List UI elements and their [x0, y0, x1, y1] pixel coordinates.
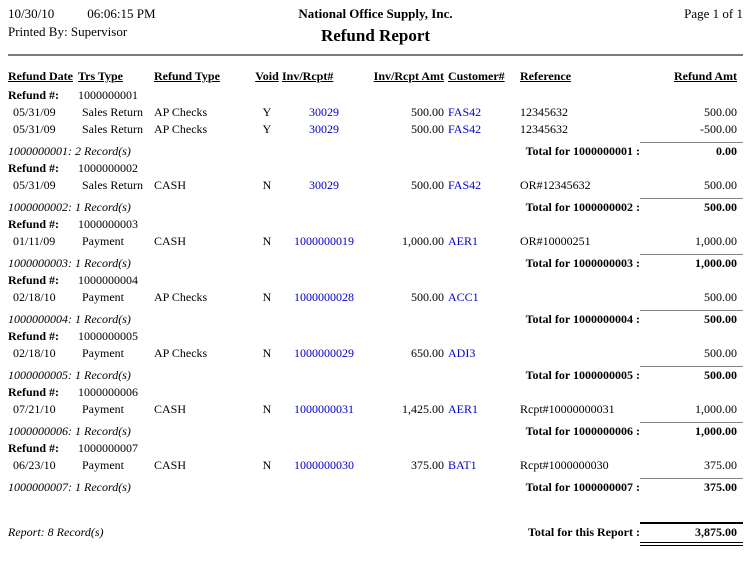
col-refund-type	[154, 68, 252, 85]
customer-link[interactable]: AER1	[448, 402, 478, 416]
print-time: 06:06:15 PM	[87, 6, 156, 21]
refund-amt-cell: 500.00	[704, 105, 737, 119]
refund-date-cell: 05/31/09	[13, 105, 56, 119]
group-total-amount: 1,000.00	[640, 422, 743, 440]
trs-type-cell: Sales Return	[82, 178, 143, 192]
header-left	[8, 6, 188, 46]
inv-rcpt-link[interactable]: 30029	[309, 105, 339, 119]
reference-cell: 12345632	[520, 122, 568, 136]
refund-number-value: 1000000006	[78, 385, 138, 399]
col-inv-rcpt	[282, 68, 366, 85]
table-row	[8, 345, 743, 362]
inv-rcpt-link[interactable]: 1000000030	[294, 458, 354, 472]
refund-amt-cell: 500.00	[704, 346, 737, 360]
refund-number-value: 1000000003	[78, 217, 138, 231]
group-total-amount: 500.00	[640, 366, 743, 384]
col-refund-amt	[640, 68, 743, 85]
col-customer-label: Customer#	[448, 69, 505, 83]
group-total-label: Total for 1000000003 :	[525, 256, 640, 270]
report-body	[8, 87, 743, 496]
refund-number-row	[8, 216, 743, 233]
company-name: National Office Supply, Inc.	[298, 6, 453, 21]
refund-type-cell: AP Checks	[154, 346, 208, 360]
inv-rcpt-link[interactable]: 1000000028	[294, 290, 354, 304]
refund-number-value: 1000000005	[78, 329, 138, 343]
group-total-row	[8, 254, 743, 272]
refund-amt-cell: 500.00	[704, 178, 737, 192]
inv-rcpt-amt-cell: 650.00	[411, 346, 444, 360]
trs-type-cell: Sales Return	[82, 105, 143, 119]
refund-amt-cell: 500.00	[704, 290, 737, 304]
customer-link[interactable]: FAS42	[448, 105, 482, 119]
group-record-count: 1000000007: 1 Record(s)	[8, 480, 131, 494]
refund-number-label: Refund #:	[8, 273, 60, 287]
refund-number-row	[8, 87, 743, 104]
inv-rcpt-amt-cell: 500.00	[411, 290, 444, 304]
col-reference-label: Reference	[520, 69, 572, 83]
page-indicator: Page 1 of 1	[684, 6, 743, 21]
inv-rcpt-link[interactable]: 1000000031	[294, 402, 354, 416]
col-reference	[516, 68, 640, 85]
refund-amt-cell: 375.00	[704, 458, 737, 472]
col-trs-type-label: Trs Type	[78, 69, 124, 83]
customer-link[interactable]: FAS42	[448, 122, 482, 136]
refund-type-cell: CASH	[154, 458, 187, 472]
refund-number-row	[8, 440, 743, 457]
group-total-label: Total for 1000000005 :	[525, 368, 640, 382]
group-total-amount: 500.00	[640, 198, 743, 216]
report-record-count: Report: 8 Record(s)	[8, 525, 104, 539]
refund-type-cell: CASH	[154, 402, 187, 416]
column-header-row	[8, 68, 743, 85]
refund-number-label: Refund #:	[8, 88, 60, 102]
group-record-count: 1000000003: 1 Record(s)	[8, 256, 131, 270]
refund-number-label: Refund #:	[8, 441, 60, 455]
refund-number-row	[8, 384, 743, 401]
group-total-row	[8, 310, 743, 328]
group-total-amount: 500.00	[640, 310, 743, 328]
refund-number-label: Refund #:	[8, 329, 60, 343]
group-record-count: 1000000006: 1 Record(s)	[8, 424, 131, 438]
trs-type-cell: Payment	[82, 290, 124, 304]
inv-rcpt-link[interactable]: 30029	[309, 122, 339, 136]
inv-rcpt-amt-cell: 500.00	[411, 105, 444, 119]
reference-cell: OR#12345632	[520, 178, 591, 192]
refund-number-value: 1000000007	[78, 441, 138, 455]
col-void-label: Void	[255, 69, 279, 83]
group-total-label: Total for 1000000001 :	[525, 144, 640, 158]
refund-number-label: Refund #:	[8, 161, 60, 175]
table-row	[8, 177, 743, 194]
col-refund-date-label: Refund Date	[8, 69, 73, 83]
report-total-row	[8, 522, 743, 546]
col-refund-date	[8, 68, 78, 85]
refund-number-row	[8, 272, 743, 289]
refund-group	[8, 87, 743, 160]
group-total-label: Total for 1000000006 :	[525, 424, 640, 438]
col-inv-rcpt-amt	[366, 68, 444, 85]
refund-number-label: Refund #:	[8, 385, 60, 399]
col-refund-amt-label: Refund Amt	[673, 69, 737, 83]
customer-link[interactable]: ACC1	[448, 290, 479, 304]
group-total-row	[8, 198, 743, 216]
void-cell: Y	[262, 122, 272, 136]
inv-rcpt-amt-cell: 500.00	[411, 122, 444, 136]
group-total-row	[8, 142, 743, 160]
reference-cell: 12345632	[520, 105, 568, 119]
refund-date-cell: 06/23/10	[13, 458, 56, 472]
refund-amt-cell: -500.00	[700, 122, 737, 136]
table-row	[8, 289, 743, 306]
refund-amt-cell: 1,000.00	[695, 402, 737, 416]
refund-date-cell: 01/11/09	[13, 234, 56, 248]
inv-rcpt-link[interactable]: 1000000029	[294, 346, 354, 360]
void-cell: N	[262, 290, 272, 304]
table-row	[8, 233, 743, 250]
group-total-amount: 1,000.00	[640, 254, 743, 272]
refund-type-cell: CASH	[154, 178, 187, 192]
refund-number-row	[8, 160, 743, 177]
refund-amt-cell: 1,000.00	[695, 234, 737, 248]
refund-type-cell: AP Checks	[154, 105, 208, 119]
reference-cell: OR#10000251	[520, 234, 591, 248]
refund-group	[8, 160, 743, 216]
void-cell: N	[262, 346, 272, 360]
print-date: 10/30/10	[8, 6, 55, 21]
refund-group	[8, 440, 743, 496]
customer-link[interactable]: ADI3	[448, 346, 476, 360]
refund-number-row	[8, 328, 743, 345]
refund-date-cell: 05/31/09	[13, 122, 56, 136]
refund-number-value: 1000000001	[78, 88, 138, 102]
trs-type-cell: Payment	[82, 346, 124, 360]
refund-group	[8, 328, 743, 384]
void-cell: N	[262, 178, 272, 192]
reference-cell: Rcpt#1000000030	[520, 458, 609, 472]
table-row	[8, 457, 743, 474]
table-row	[8, 104, 743, 121]
void-cell: N	[262, 458, 272, 472]
inv-rcpt-amt-cell: 1,425.00	[402, 402, 444, 416]
col-void	[252, 68, 282, 85]
refund-group	[8, 384, 743, 440]
group-record-count: 1000000005: 1 Record(s)	[8, 368, 131, 382]
refund-type-cell: CASH	[154, 234, 187, 248]
group-record-count: 1000000004: 1 Record(s)	[8, 312, 131, 326]
group-total-amount: 0.00	[640, 142, 743, 160]
refund-number-value: 1000000004	[78, 273, 138, 287]
refund-type-cell: AP Checks	[154, 290, 208, 304]
inv-rcpt-amt-cell: 500.00	[411, 178, 444, 192]
group-total-row	[8, 366, 743, 384]
inv-rcpt-link[interactable]: 30029	[309, 178, 339, 192]
refund-date-cell: 02/18/10	[13, 346, 56, 360]
table-row	[8, 121, 743, 138]
trs-type-cell: Payment	[82, 234, 124, 248]
trs-type-cell: Payment	[82, 402, 124, 416]
col-refund-type-label: Refund Type	[154, 69, 220, 83]
group-record-count: 1000000001: 2 Record(s)	[8, 144, 131, 158]
inv-rcpt-amt-cell: 1,000.00	[402, 234, 444, 248]
void-cell: Y	[262, 105, 272, 119]
trs-type-cell: Sales Return	[82, 122, 143, 136]
refund-number-value: 1000000002	[78, 161, 138, 175]
customer-link[interactable]: FAS42	[448, 178, 482, 192]
customer-link[interactable]: BAT1	[448, 458, 477, 472]
refund-date-cell: 02/18/10	[13, 290, 56, 304]
col-inv-rcpt-label: Inv/Rcpt#	[282, 69, 334, 83]
refund-group	[8, 216, 743, 272]
report-total-amount: 3,875.00	[640, 522, 743, 546]
refund-type-cell: AP Checks	[154, 122, 208, 136]
group-total-row	[8, 422, 743, 440]
refund-number-label: Refund #:	[8, 217, 60, 231]
report-header	[8, 6, 743, 56]
customer-link[interactable]: AER1	[448, 234, 478, 248]
table-row	[8, 401, 743, 418]
inv-rcpt-link[interactable]: 1000000019	[294, 234, 354, 248]
refund-date-cell: 07/21/10	[13, 402, 56, 416]
reference-cell: Rcpt#10000000031	[520, 402, 615, 416]
group-total-label: Total for 1000000004 :	[525, 312, 640, 326]
void-cell: N	[262, 402, 272, 416]
trs-type-cell: Payment	[82, 458, 124, 472]
report-total-label: Total for this Report :	[528, 525, 640, 539]
void-cell: N	[262, 234, 272, 248]
report-title: Refund Report	[320, 26, 431, 45]
refund-group	[8, 272, 743, 328]
col-customer	[444, 68, 516, 85]
col-inv-rcpt-amt-label: Inv/Rcpt Amt	[373, 69, 444, 83]
group-total-amount: 375.00	[640, 478, 743, 496]
group-total-label: Total for 1000000007 :	[525, 480, 640, 494]
inv-rcpt-amt-cell: 375.00	[411, 458, 444, 472]
refund-date-cell: 05/31/09	[13, 178, 56, 192]
col-trs-type	[78, 68, 154, 85]
group-record-count: 1000000002: 1 Record(s)	[8, 200, 131, 214]
printed-by: Printed By: Supervisor	[8, 24, 128, 39]
header-divider	[8, 54, 743, 56]
group-total-row	[8, 478, 743, 496]
header-center	[188, 6, 563, 46]
group-total-label: Total for 1000000002 :	[525, 200, 640, 214]
